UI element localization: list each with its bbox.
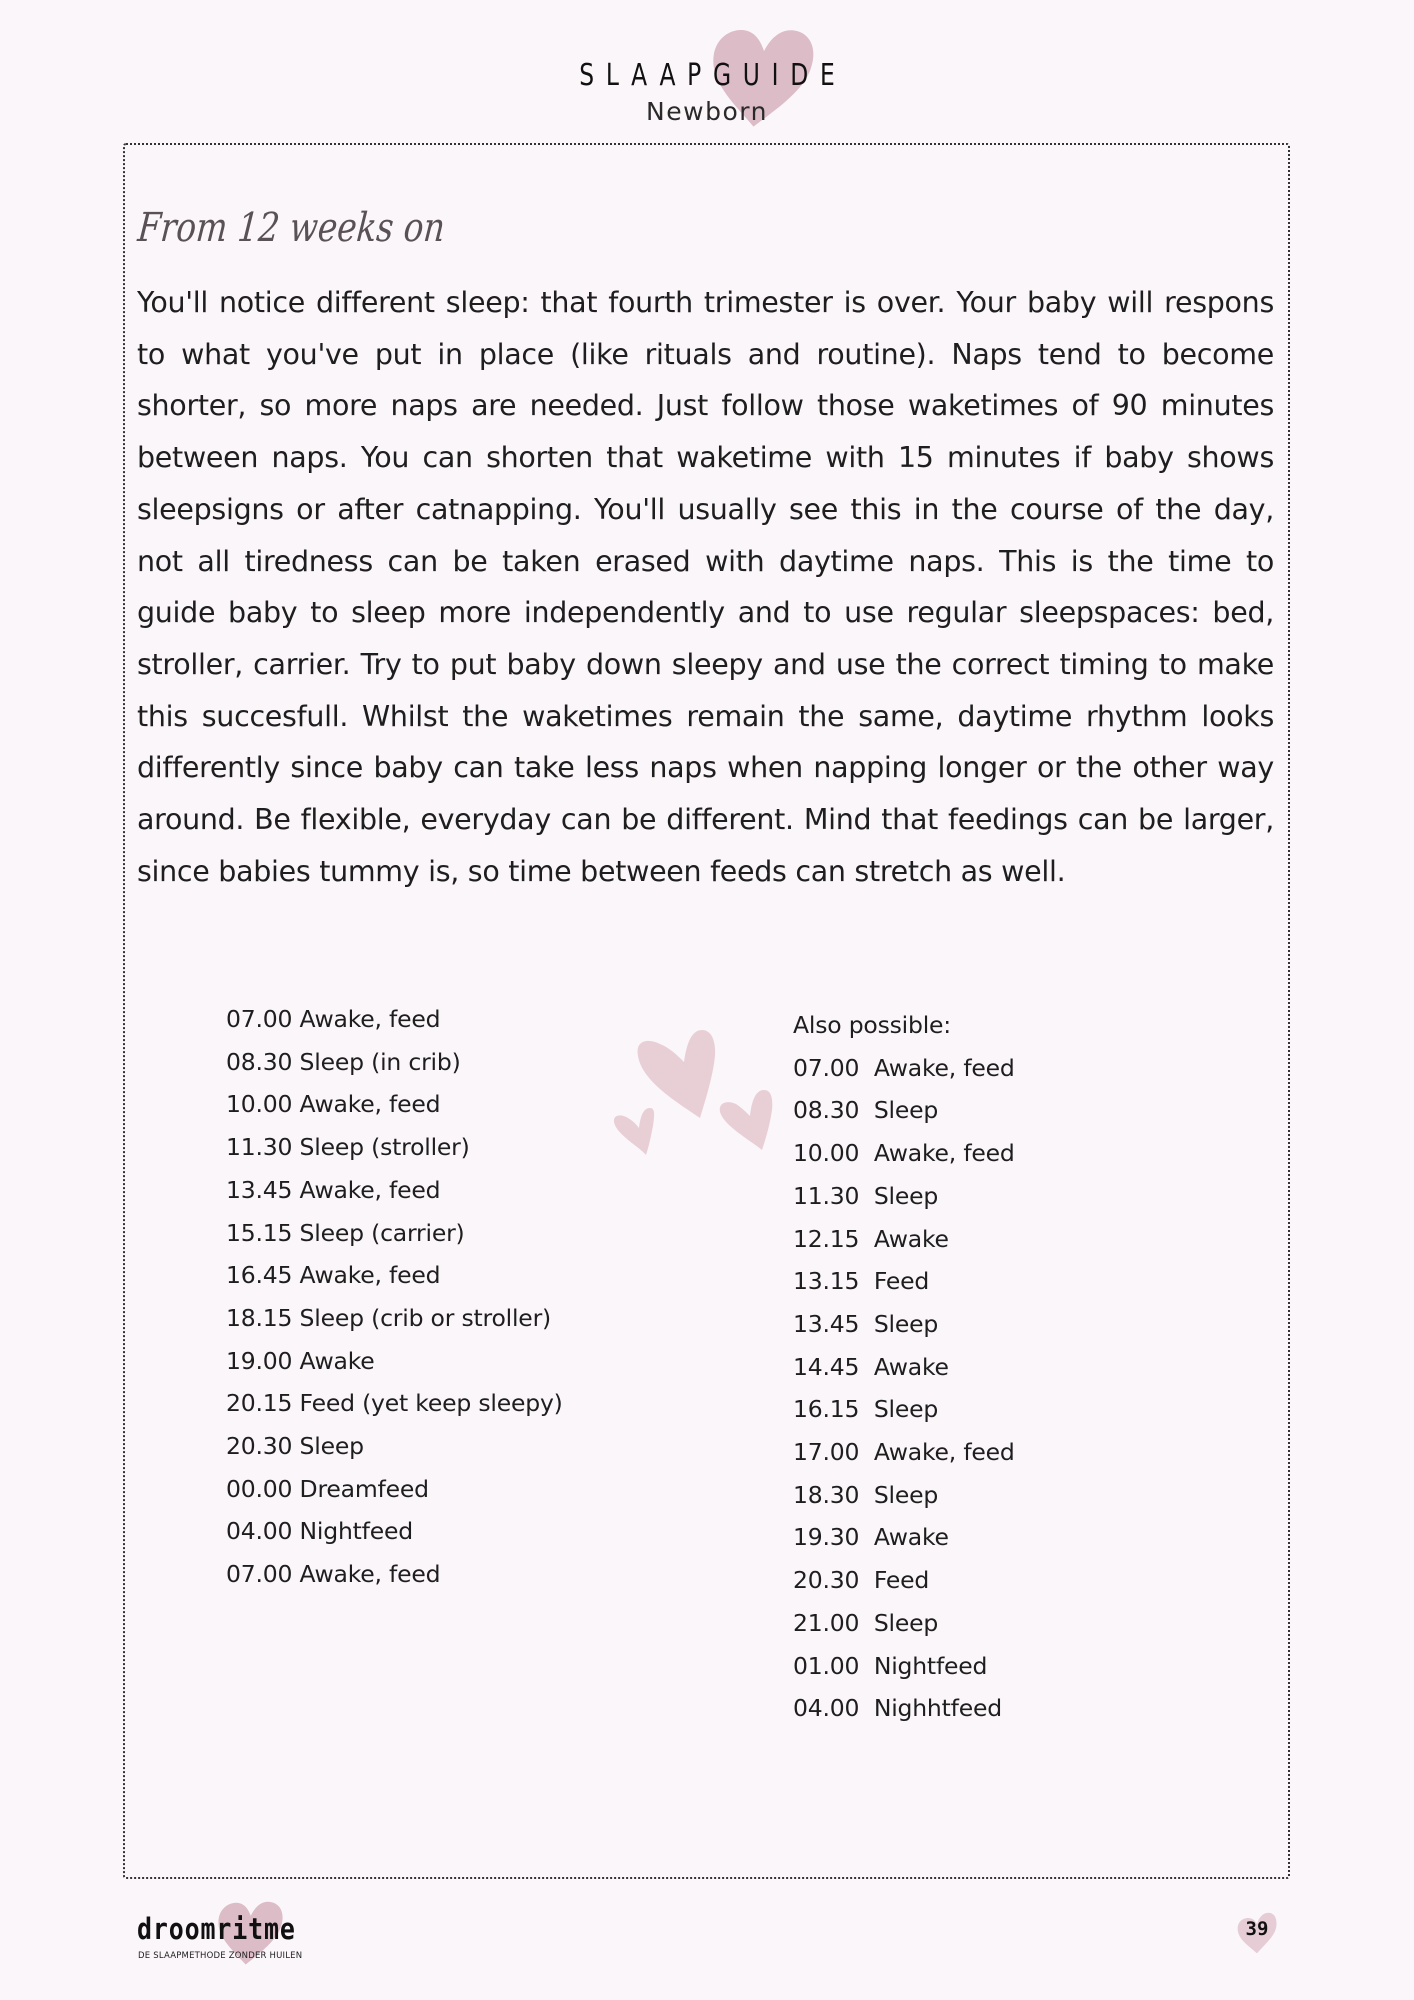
schedule-item: 13.45 Sleep xyxy=(793,1309,939,1338)
schedule-item: 00.00 Dreamfeed xyxy=(226,1474,429,1503)
page-number: 39 xyxy=(1245,1918,1269,1940)
schedule-item: 07.00 Awake, feed xyxy=(226,1560,441,1589)
schedule-item: 16.45 Awake, feed xyxy=(226,1261,441,1290)
schedule-item: 19.00 Awake xyxy=(226,1346,375,1375)
schedule-item: 04.00 Nighhtfeed xyxy=(793,1694,1002,1723)
guide-subtitle: Newborn xyxy=(646,97,768,126)
schedule-item: 01.00 Nightfeed xyxy=(793,1651,988,1680)
heart-large-icon xyxy=(638,1030,716,1118)
body-paragraph: You'll notice different sleep: that fourth trimester is over. Your baby will respons to what you've put in place (like rituals and routine). Naps tend to become shorter, so more naps are needed. Just follow those waketimes of 90 minutes between naps. You can shorten that waketime with 15 minutes if baby shows sleepsigns or after catnapping. You'll usually see this in the course of the day, not all tiredness can be taken erased with daytime naps. This is the time to guide baby to sleep more independently and to use regular sleepspaces: bed, stroller, carrier. Try to put baby down sleepy and use the correct timing to make this succesfull. Whilst the waketimes remain the same, daytime rhythm looks differently since baby can take less naps when napping longer or the other way around. Be flexible, everyday can be different. Mind that feedings can be larger, since babies tummy is, so time between feeds can stretch as well. xyxy=(137,286,1274,888)
section-title: From 12 weeks on xyxy=(136,205,447,251)
schedule-item: 07.00 Awake, feed xyxy=(226,1005,441,1033)
schedule-item: 19.30 Awake xyxy=(793,1523,949,1552)
alt-schedule-heading: Also possible: xyxy=(793,1011,952,1039)
schedule-item: 17.00 Awake, feed xyxy=(793,1438,1015,1467)
brand-logo: droomritme xyxy=(137,1912,296,1946)
heart-small-left-icon xyxy=(614,1108,654,1155)
schedule-item: 10.00 Awake, feed xyxy=(226,1090,441,1119)
schedule-item: 21.00 Sleep xyxy=(793,1608,939,1637)
schedule-alternative xyxy=(793,1004,1015,1730)
schedule-item: 11.30 Sleep xyxy=(793,1181,939,1210)
schedule-item: 11.30 Sleep (stroller) xyxy=(226,1133,470,1162)
page-header xyxy=(0,0,1414,140)
schedule-item: 15.15 Sleep (carrier) xyxy=(226,1218,465,1247)
schedule-main xyxy=(226,998,563,1596)
heart-small-right-icon xyxy=(720,1090,773,1150)
schedule-item: 20.30 Feed xyxy=(793,1566,930,1595)
schedule-item: 20.15 Feed (yet keep sleepy) xyxy=(226,1389,563,1418)
schedule-item: 16.15 Sleep xyxy=(793,1395,939,1424)
schedule-item: 08.30 Sleep xyxy=(793,1096,939,1125)
schedule-item: 04.00 Nightfeed xyxy=(226,1517,413,1546)
brand-tagline: DE SLAAPMETHODE ZONDER HUILEN xyxy=(138,1951,303,1961)
schedule-item: 13.45 Awake, feed xyxy=(226,1175,441,1204)
schedule-item: 07.00 Awake, feed xyxy=(793,1053,1015,1082)
schedule-item: 18.30 Sleep xyxy=(793,1480,939,1509)
schedule-item: 20.30 Sleep xyxy=(226,1432,364,1461)
schedule-item: 18.15 Sleep (crib or stroller) xyxy=(226,1303,551,1332)
schedule-item: 13.15 Feed xyxy=(793,1267,930,1296)
schedule-item: 10.00 Awake, feed xyxy=(793,1139,1015,1168)
schedule-item: 12.15 Awake xyxy=(793,1224,949,1253)
schedule-item: 14.45 Awake xyxy=(793,1352,949,1381)
hearts-decoration-icon xyxy=(600,1010,780,1180)
schedule-item: 08.30 Sleep (in crib) xyxy=(226,1047,461,1076)
guide-title: SLAAPGUIDE xyxy=(579,58,847,93)
